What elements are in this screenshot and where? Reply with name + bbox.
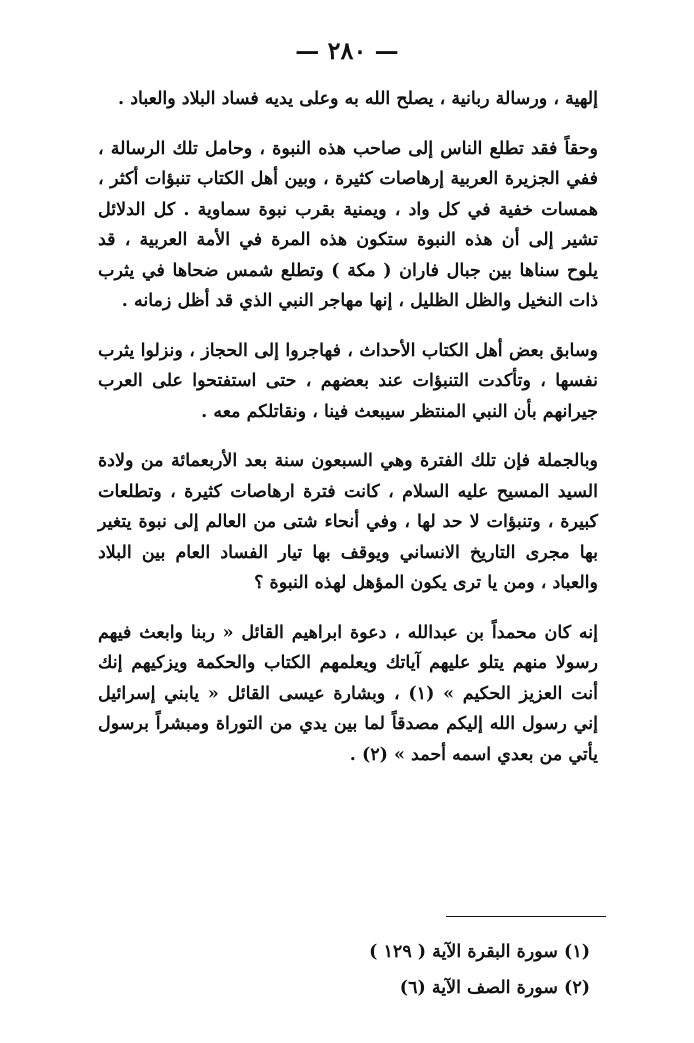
footnote-2: (٢) سورة الصف الآية (٦) [399, 978, 590, 998]
footnote-1: (١) سورة البقرة الآية ( ١٢٩ ) [369, 942, 590, 962]
body-text [98, 84, 598, 770]
footnote-divider [446, 916, 606, 917]
paragraph-3: وسابق بعض أهل الكتاب الأحداث ، فهاجروا إلى الحجاز ، ونزلوا يثرب نفسها ، وتأكدت التنبؤات عند بعضهم ، حتى استفتحوا على العرب جيرانهم بأن النبي المنتظر سيبعث فينا ، ونقاتلكم معه . [98, 340, 598, 422]
paragraph-2: وحقاً فقد تطلع الناس إلى صاحب هذه النبوة ، وحامل تلك الرسالة ، ففي الجزيرة العربية إرهاصات كثيرة ، وبين أهل الكتاب تنبؤات أكثر ، همسات خفية في كل واد ، ويمنية بقرب نبوة سماوية . كل الدلائل تشير إلى أن هذه النبوة ستكون هذه المرة في الأمة العربية ، قد يلوح سناها بين جبال فاران ( مكة ) وتطلع شمس ضحاها في يثرب ذات النخيل والظل الظليل ، إنها مهاجر النبي الذي قد أظل زمانه . [98, 138, 598, 311]
page-number: — ٢٨٠ — [295, 36, 399, 65]
paragraph-1: إلهية ، ورسالة ربانية ، يصلح الله به وعلى يديه فساد البلاد والعباد . [118, 89, 598, 109]
paragraph-5: إنه كان محمداً بن عبدالله ، دعوة ابراهيم القائل « ربنا وابعث فيهم رسولا منهم يتلو عليهم آياتك ويعلمهم الكتاب والحكمة ويزكيهم إنك أنت العزيز الحكيم » (١) ، وبشارة عيسى القائل « يابني إسرائيل إني رسول الله إليكم مصدقاً لما بين يدي من التوراة ومبشراً برسول يأتي من بعدي اسمه أحمد » (٢) . [98, 622, 599, 765]
footnotes [300, 934, 590, 1006]
paragraph-4: وبالجملة فإن تلك الفترة وهي السبعون سنة بعد الأربعمائة من ولادة السيد المسيح عليه السلام ، كانت فترة ارهاصات كثيرة ، وتطلعات كبيرة ، وتنبؤات لا حد لها ، وفي أنحاء شتى من العالم إلى نبوة يتغير بها مجرى التاريخ الانساني ويوقف بها تيار الفساد العام بين البلاد والعباد ، ومن يا ترى يكون المؤهل لهذه النبوة ؟ [98, 451, 598, 593]
